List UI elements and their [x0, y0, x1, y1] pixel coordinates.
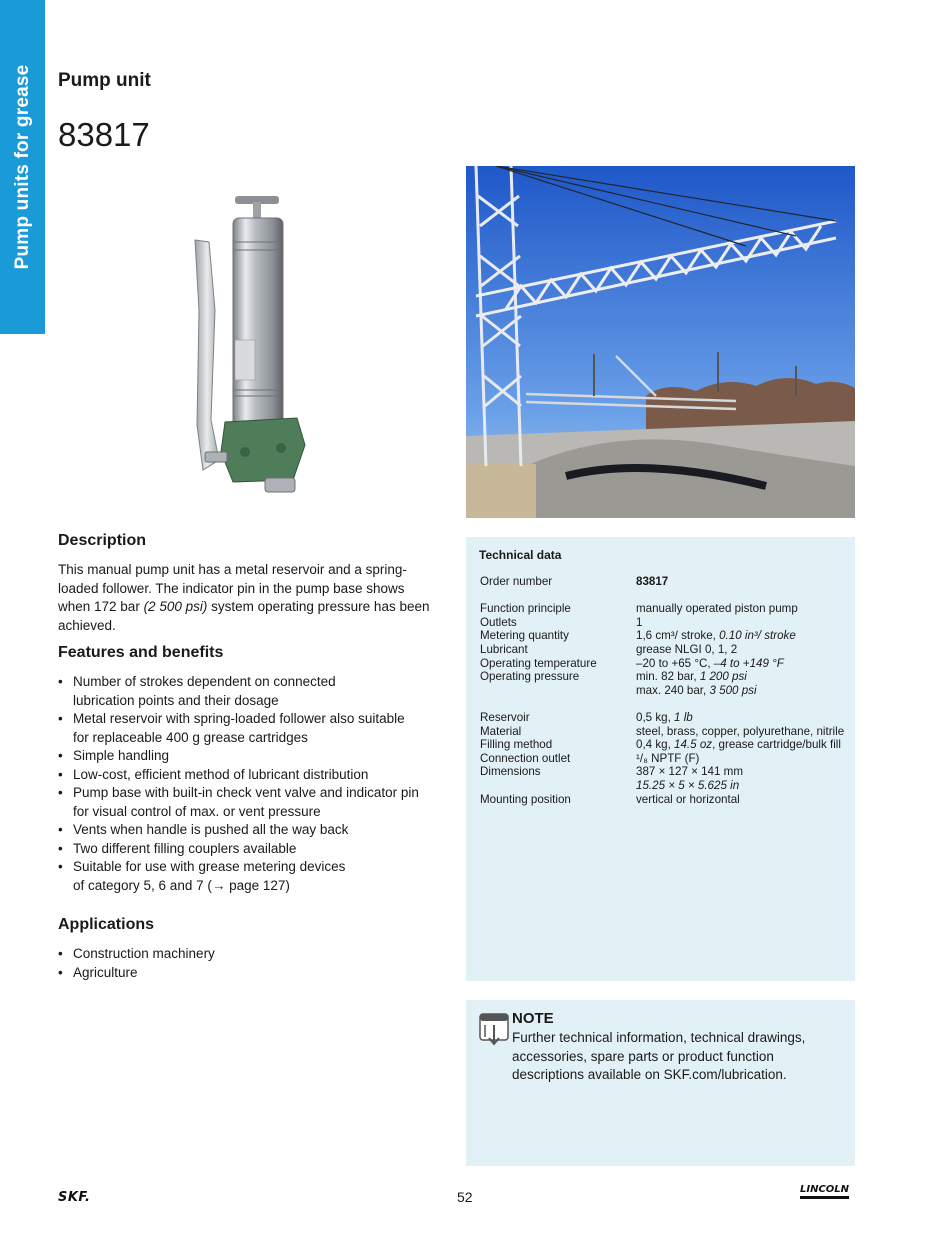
product-number: 83817 [58, 116, 150, 153]
feature-item-line: Simple handling [73, 748, 170, 763]
note-title: NOTE [512, 1010, 554, 1027]
tech-label: Filling method [480, 738, 553, 752]
feature-item-line: Two different filling couplers available [73, 840, 297, 856]
tech-row [480, 670, 844, 684]
tech-value [636, 670, 844, 684]
tech-row [480, 616, 844, 630]
tech-row [480, 711, 844, 725]
feature-item-line: Pump base with built-in check vent valve and indicator pin [73, 785, 419, 800]
tech-value [636, 725, 844, 739]
tech-value-text: ¹/₈ NPTF (F) [636, 751, 700, 765]
tech-value-text: steel, brass, copper, polyurethane, nitrile [636, 724, 845, 738]
application-item: • Agriculture [58, 964, 438, 983]
section-label: Pump unit [58, 70, 151, 91]
tech-label: Mounting position [480, 792, 571, 806]
description-text-italic: (2 500 psi) [143, 599, 208, 614]
feature-item [58, 673, 438, 710]
tech-value [636, 616, 844, 630]
tech-row [480, 725, 844, 739]
technical-data-title: Technical data [479, 548, 562, 562]
tech-value-italic: 14.5 oz [674, 738, 713, 752]
feature-item-line: for visual control of max. or vent pressure [73, 803, 321, 819]
page-number: 52 [457, 1189, 473, 1205]
tech-label: Connection outlet [480, 751, 571, 765]
side-tab [0, 0, 45, 334]
conveyor-photo [466, 166, 855, 518]
tech-value-italic: 0.10 in³/ stroke [719, 629, 796, 643]
tech-value [636, 629, 844, 643]
tech-value-italic: 1 200 psi [699, 670, 747, 684]
feature-item-line: Number of strokes dependent on connected [73, 674, 336, 689]
pump-product-image [185, 190, 325, 510]
tech-value [636, 684, 844, 698]
tech-label [480, 684, 636, 698]
features-heading: Features and benefits [58, 644, 224, 661]
tech-value-text: min. 82 bar, [636, 670, 700, 684]
tech-value [636, 765, 844, 779]
tech-label: Dimensions [480, 765, 541, 779]
tech-row [480, 643, 844, 657]
tech-value [636, 793, 844, 807]
tech-value-text: –20 to +65 °C, [636, 656, 714, 670]
feature-item [58, 747, 438, 766]
feature-item-line: Metal reservoir with spring-loaded follower also suitable [73, 711, 405, 726]
tech-value-text: 0,4 kg, [636, 738, 675, 752]
tech-value-text: 1 [636, 615, 643, 629]
tech-value-text: grease NLGI 0, 1, 2 [636, 642, 738, 656]
tech-label: Operating temperature [480, 656, 597, 670]
tech-value-text: vertical or horizontal [636, 792, 740, 806]
tech-label: Operating pressure [480, 670, 580, 684]
feature-item-line: Vents when handle is pushed all the way back [73, 822, 349, 837]
description-text-part: This manual pump unit has a metal reservoir and a spring-loaded follower. The indicator pin in the pump base shows when 172 bar [58, 562, 407, 614]
feature-item [58, 784, 438, 821]
application-item: • Construction machinery [58, 945, 438, 964]
tech-value-text: max. 240 bar, [636, 683, 710, 697]
feature-item [58, 858, 438, 895]
skf-logo: SKF. [58, 1190, 91, 1205]
tech-value [636, 779, 844, 793]
tech-value-text: 0,5 kg, [636, 710, 675, 724]
tech-label: Lubricant [480, 642, 528, 656]
description-text [58, 561, 438, 635]
tech-value-italic: 15.25 × 5 × 5.625 in [636, 778, 740, 792]
tech-value [636, 602, 844, 616]
tech-value: 83817 [636, 575, 669, 588]
tech-label: Material [480, 724, 522, 738]
technical-data-box [466, 537, 855, 981]
tech-row [480, 765, 844, 779]
technical-data-table [480, 575, 844, 806]
description-text-part: system operating pressure has been achieved. [58, 599, 430, 633]
tech-label: Order number [480, 575, 553, 588]
features-list [58, 673, 438, 895]
feature-item-line: for replaceable 400 g grease cartridges [73, 729, 308, 745]
tech-value [636, 711, 844, 725]
tech-value [636, 657, 844, 671]
tech-label: Outlets [480, 615, 517, 629]
tech-value [636, 752, 844, 766]
tech-value [636, 643, 844, 657]
feature-item-line: of category 5, 6 and 7 (→ page 127) [73, 877, 290, 893]
tech-value [636, 738, 844, 752]
tech-value-text: 1,6 cm³/ stroke, [636, 629, 720, 643]
tech-label [480, 779, 636, 793]
tech-value-italic: 1 lb [674, 710, 693, 724]
tech-row [480, 752, 844, 766]
feature-item [58, 821, 438, 840]
tech-row [480, 629, 844, 643]
tech-row [480, 738, 844, 752]
tech-label: Reservoir [480, 710, 530, 724]
note-box [466, 1000, 855, 1166]
applications-heading: Applications [58, 916, 155, 933]
lincoln-logo: LINCOLN [800, 1184, 849, 1199]
document-download-icon [479, 1013, 509, 1047]
tech-row-order [480, 575, 844, 589]
applications-list [58, 945, 438, 982]
note-text: Further technical information, technical drawings, accessories, spare parts or product function descriptions available on SKF.com/lubrication. [512, 1030, 806, 1082]
tech-value-italic: –4 to +149 °F [713, 656, 784, 670]
feature-item [58, 840, 438, 859]
feature-item [58, 766, 438, 785]
tech-value-text: , grease cartridge/bulk fill [712, 738, 841, 752]
tech-value-text: 387 × 127 × 141 mm [636, 765, 743, 779]
tech-label: Function principle [480, 602, 571, 616]
tech-label: Metering quantity [480, 629, 569, 643]
tech-value-italic: 3 500 psi [709, 683, 757, 697]
feature-item-line: lubrication points and their dosage [73, 692, 279, 708]
tech-row [480, 684, 844, 698]
feature-item-line: Low-cost, efficient method of lubricant distribution [73, 766, 369, 782]
description-heading: Description [58, 532, 147, 549]
feature-item [58, 710, 438, 747]
tech-row [480, 779, 844, 793]
tech-row [480, 793, 844, 807]
side-tab-label: Pump units for grease [11, 64, 33, 270]
tech-row [480, 602, 844, 616]
tech-value-text: manually operated piston pump [636, 602, 798, 616]
feature-item-line: Suitable for use with grease metering devices [73, 859, 346, 874]
tech-row [480, 657, 844, 671]
